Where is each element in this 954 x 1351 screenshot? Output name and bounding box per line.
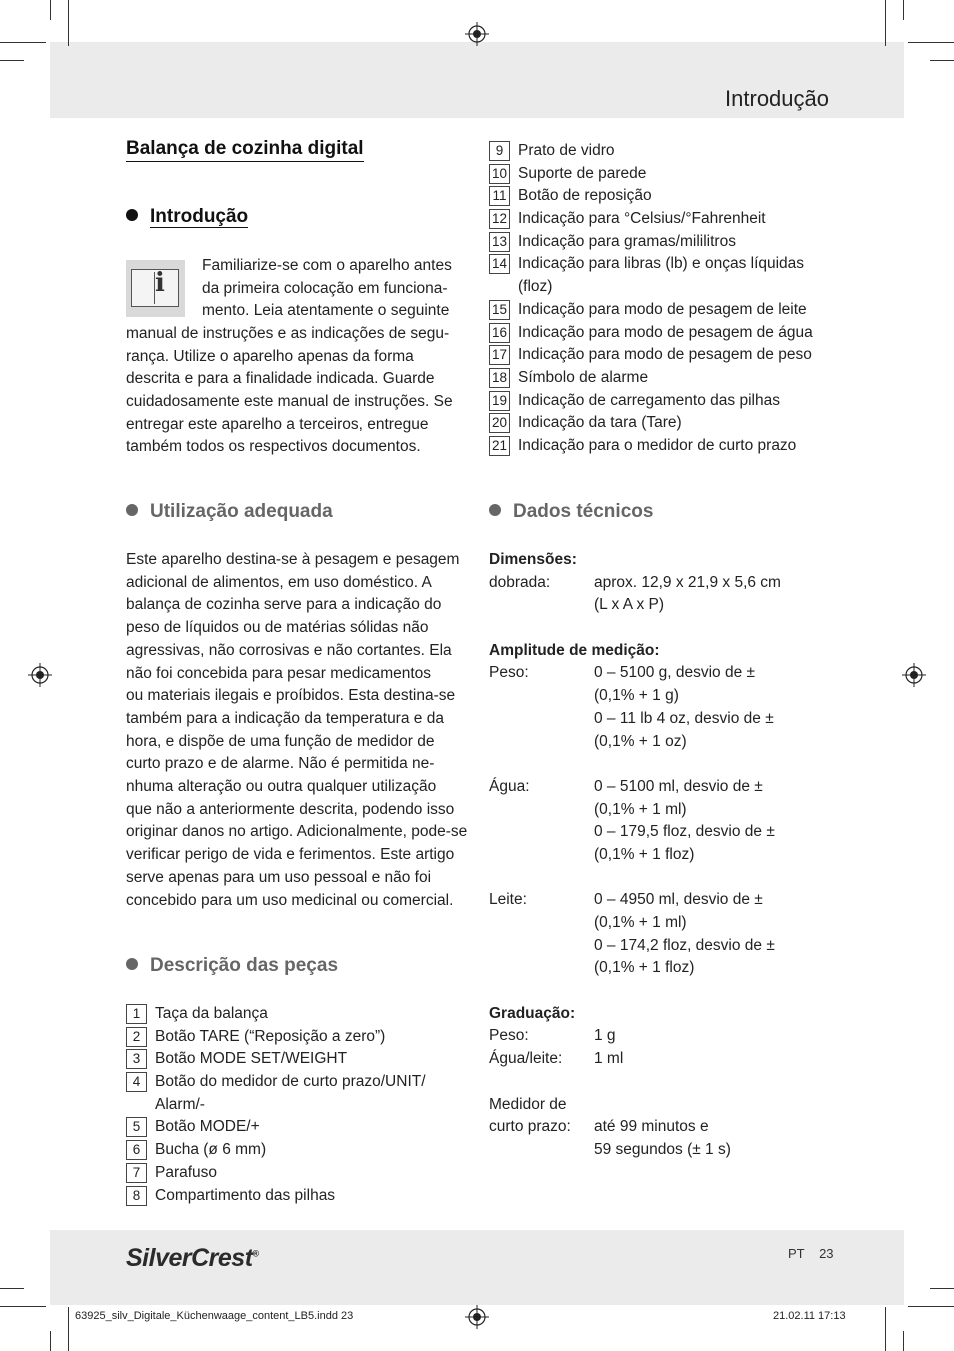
part-label: Indicação de carregamento das pilhas [518,391,780,409]
part-number-badge: 14 [489,254,510,274]
spec-row [489,594,834,617]
tech-heading: Dados técnicos [489,501,653,523]
spec-value: 0 – 4950 ml, desvio de ± [594,891,763,909]
part-item [489,412,834,435]
part-label: Botão de reposição [518,187,652,205]
part-item [489,435,834,458]
part-number-badge: 3 [126,1049,147,1069]
part-item [489,231,834,254]
usage-heading: Utilização adequada [126,501,333,523]
spec-value: (0,1% + 1 ml) [594,800,687,818]
part-item [489,344,834,367]
part-number-badge: 21 [489,436,510,456]
spec-row [489,572,834,595]
part-label: Compartimento das pilhas [155,1186,336,1204]
spec-value: (0,1% + 1 g) [594,687,679,705]
bullet-icon [126,958,138,970]
main-title: Balança de cozinha digital [126,138,364,162]
part-item [489,163,834,186]
print-date: 21.02.11 17:13 [773,1310,846,1322]
spec-label: dobrada: [489,573,551,591]
registration-mark-icon [902,663,926,687]
spec-label: Dimensões: [489,551,577,568]
usage-text-line: balança de cozinha serve para a indicação do [126,596,442,614]
spec-row [489,685,834,708]
spec-row [489,1094,834,1117]
spec-row [489,867,834,890]
usage-text-line: serve apenas para um uso pessoal e não foi [126,868,432,886]
part-item [489,140,834,163]
tech-spec [489,549,834,1162]
part-label: (floz) [518,278,553,296]
registration-mark-icon [28,663,52,687]
part-number-badge: 2 [126,1027,147,1047]
parts-list-right [489,140,834,458]
part-label: Taça da balança [155,1005,268,1022]
brand-logo: SilverCrest® [126,1244,259,1272]
spec-label: Leite: [489,891,527,909]
spec-value: (0,1% + 1 floz) [594,845,695,863]
spec-value: (0,1% + 1 oz) [594,732,687,750]
usage-text-line: não foi concebida para pesar medicamentos [126,664,432,682]
spec-row [489,1025,834,1048]
spec-value: (L x A x P) [594,596,665,614]
part-item [126,1162,471,1185]
spec-label: Peso: [489,1027,529,1045]
usage-text-line: adicional de alimentos, em uso doméstico. A [126,573,432,591]
spec-row [489,1071,834,1094]
part-number-badge: 17 [489,345,510,365]
spec-value: 59 segundos (± 1 s) [594,1140,731,1158]
spec-value: 0 – 5100 g, desvio de ± [594,664,756,682]
part-number-badge: 13 [489,232,510,252]
parts-list-left [126,1003,471,1207]
part-item [126,1139,471,1162]
part-item [489,276,834,299]
spec-row [489,912,834,935]
usage-text-line: verificar perigo de vida e ferimentos. Este artigo [126,846,455,864]
usage-text-line: originar danos no artigo. Adicionalmente, pode-se [126,823,468,841]
part-label: Indicação para modo de pesagem de peso [518,346,812,364]
part-item [126,1026,471,1049]
part-label: Botão MODE/+ [155,1118,260,1136]
part-label: Indicação para modo de pesagem de água [518,323,813,341]
spec-row [489,799,834,822]
part-item [126,1071,471,1094]
spec-value: 1 ml [594,1050,624,1068]
bullet-icon [489,504,501,516]
part-label: Bucha (ø 6 mm) [155,1141,267,1159]
spec-label: Peso: [489,664,529,682]
page-info [788,1246,834,1261]
part-number-badge: 6 [126,1140,147,1160]
spec-label: Água/leite: [489,1050,563,1068]
part-label: Indicação para modo de pesagem de leite [518,300,807,318]
spec-row [489,617,834,640]
part-number-badge: 18 [489,368,510,388]
part-item [489,185,834,208]
spec-row [489,1003,834,1026]
usage-text-line: que não a anteriormente descrita, podendo isso [126,800,455,818]
spec-row [489,640,834,663]
spec-label: Água: [489,777,530,795]
part-number-badge: 12 [489,209,510,229]
usage-text-line: agressivas, não corrosivas e não cortantes. Ela [126,641,452,659]
spec-value: 1 g [594,1027,616,1045]
part-number-badge: 8 [126,1186,147,1206]
usage-text-line: Este aparelho destina-se à pesagem e pesagem [126,551,460,568]
spec-row [489,549,834,572]
spec-row [489,935,834,958]
spec-row [489,731,834,754]
part-number-badge: 20 [489,413,510,433]
part-label: Botão MODE SET/WEIGHT [155,1050,348,1068]
part-label: Suporte de parede [518,164,647,182]
spec-row [489,980,834,1003]
part-label: Parafuso [155,1163,218,1181]
spec-row [489,889,834,912]
part-number-badge: 9 [489,141,510,161]
part-item [489,390,834,413]
bullet-icon [126,209,138,221]
usage-text-line: nhuma alteração ou outra qualquer utilização [126,778,437,795]
usage-text-line: curto prazo e de alarme. Não é permitida ne- [126,755,435,773]
part-number-badge: 7 [126,1163,147,1183]
spec-row [489,957,834,980]
spec-label: curto prazo: [489,1118,571,1136]
spec-value: (0,1% + 1 ml) [594,914,687,931]
part-number-badge: 5 [126,1117,147,1137]
page-number: 23 [819,1246,834,1261]
part-label: Indicação para °Celsius/°Fahrenheit [518,210,766,228]
info-book-icon: i [126,260,185,317]
spec-row [489,844,834,867]
spec-label: Amplitude de medição: [489,641,660,659]
part-number-badge: 11 [489,186,510,206]
part-item [126,1048,471,1071]
spec-label: Medidor de [489,1095,567,1113]
part-label: Indicação para o medidor de curto prazo [518,436,797,454]
part-label: Prato de vidro [518,142,615,159]
spec-value: 0 – 174,2 floz, desvio de ± [594,936,775,954]
part-item [489,253,834,276]
part-item [126,1003,471,1026]
part-item [126,1116,471,1139]
spec-label: Graduação: [489,1004,576,1022]
spec-value: 0 – 179,5 floz, desvio de ± [594,823,775,841]
print-file-name: 63925_silv_Digitale_Küchenwaage_content_LB5.indd 23 [75,1310,354,1322]
language-code: PT [788,1246,805,1261]
part-item [489,299,834,322]
spec-row [489,1139,834,1162]
spec-row [489,821,834,844]
usage-text-line: ou materiais ilegais e proíbidos. Esta destina-se [126,687,456,705]
part-item [489,208,834,231]
usage-text-line: hora, e dispõe de uma função de medidor de [126,732,435,750]
spec-row [489,662,834,685]
spec-row [489,708,834,731]
spec-row [489,753,834,776]
registration-mark-icon [465,1305,489,1329]
part-number-badge: 10 [489,164,510,184]
parts-heading: Descrição das peças [126,955,338,977]
intro-heading: Introdução [126,206,248,228]
part-item [126,1094,471,1117]
spec-value: (0,1% + 1 floz) [594,959,695,977]
part-label: Indicação para gramas/mililitros [518,232,736,250]
spec-row [489,776,834,799]
page-header-title: Introdução [725,86,829,111]
usage-text-line: também para a indicação da temperatura e da [126,709,444,727]
spec-value: até 99 minutos e [594,1118,709,1136]
usage-text-line: concebido para um uso medicinal ou comercial. [126,891,454,909]
usage-text-line: peso de líquidos ou de matérias sólidas não [126,619,429,637]
part-label: Símbolo de alarme [518,368,649,386]
part-number-badge: 15 [489,300,510,320]
part-number-badge: 4 [126,1072,147,1092]
part-label: Alarm/- [155,1095,205,1113]
part-label: Indicação para libras (lb) e onças líquidas [518,255,805,273]
part-number-badge: 1 [126,1004,147,1024]
spec-value: aprox. 12,9 x 21,9 x 5,6 cm [594,573,781,591]
spec-row [489,1116,834,1139]
spec-row [489,1048,834,1071]
part-label: Indicação da tara (Tare) [518,414,682,432]
part-number-badge: 19 [489,391,510,411]
spec-value: 0 – 5100 ml, desvio de ± [594,777,763,795]
part-label: Botão TARE (“Reposição a zero”) [155,1027,386,1045]
part-item [489,367,834,390]
part-label: Botão do medidor de curto prazo/UNIT/ [155,1073,426,1091]
bullet-icon [126,504,138,516]
part-number-badge: 16 [489,323,510,343]
part-item [126,1185,471,1208]
part-item [489,322,834,345]
registration-mark-icon [465,22,489,46]
spec-value: 0 – 11 lb 4 oz, desvio de ± [594,709,774,727]
